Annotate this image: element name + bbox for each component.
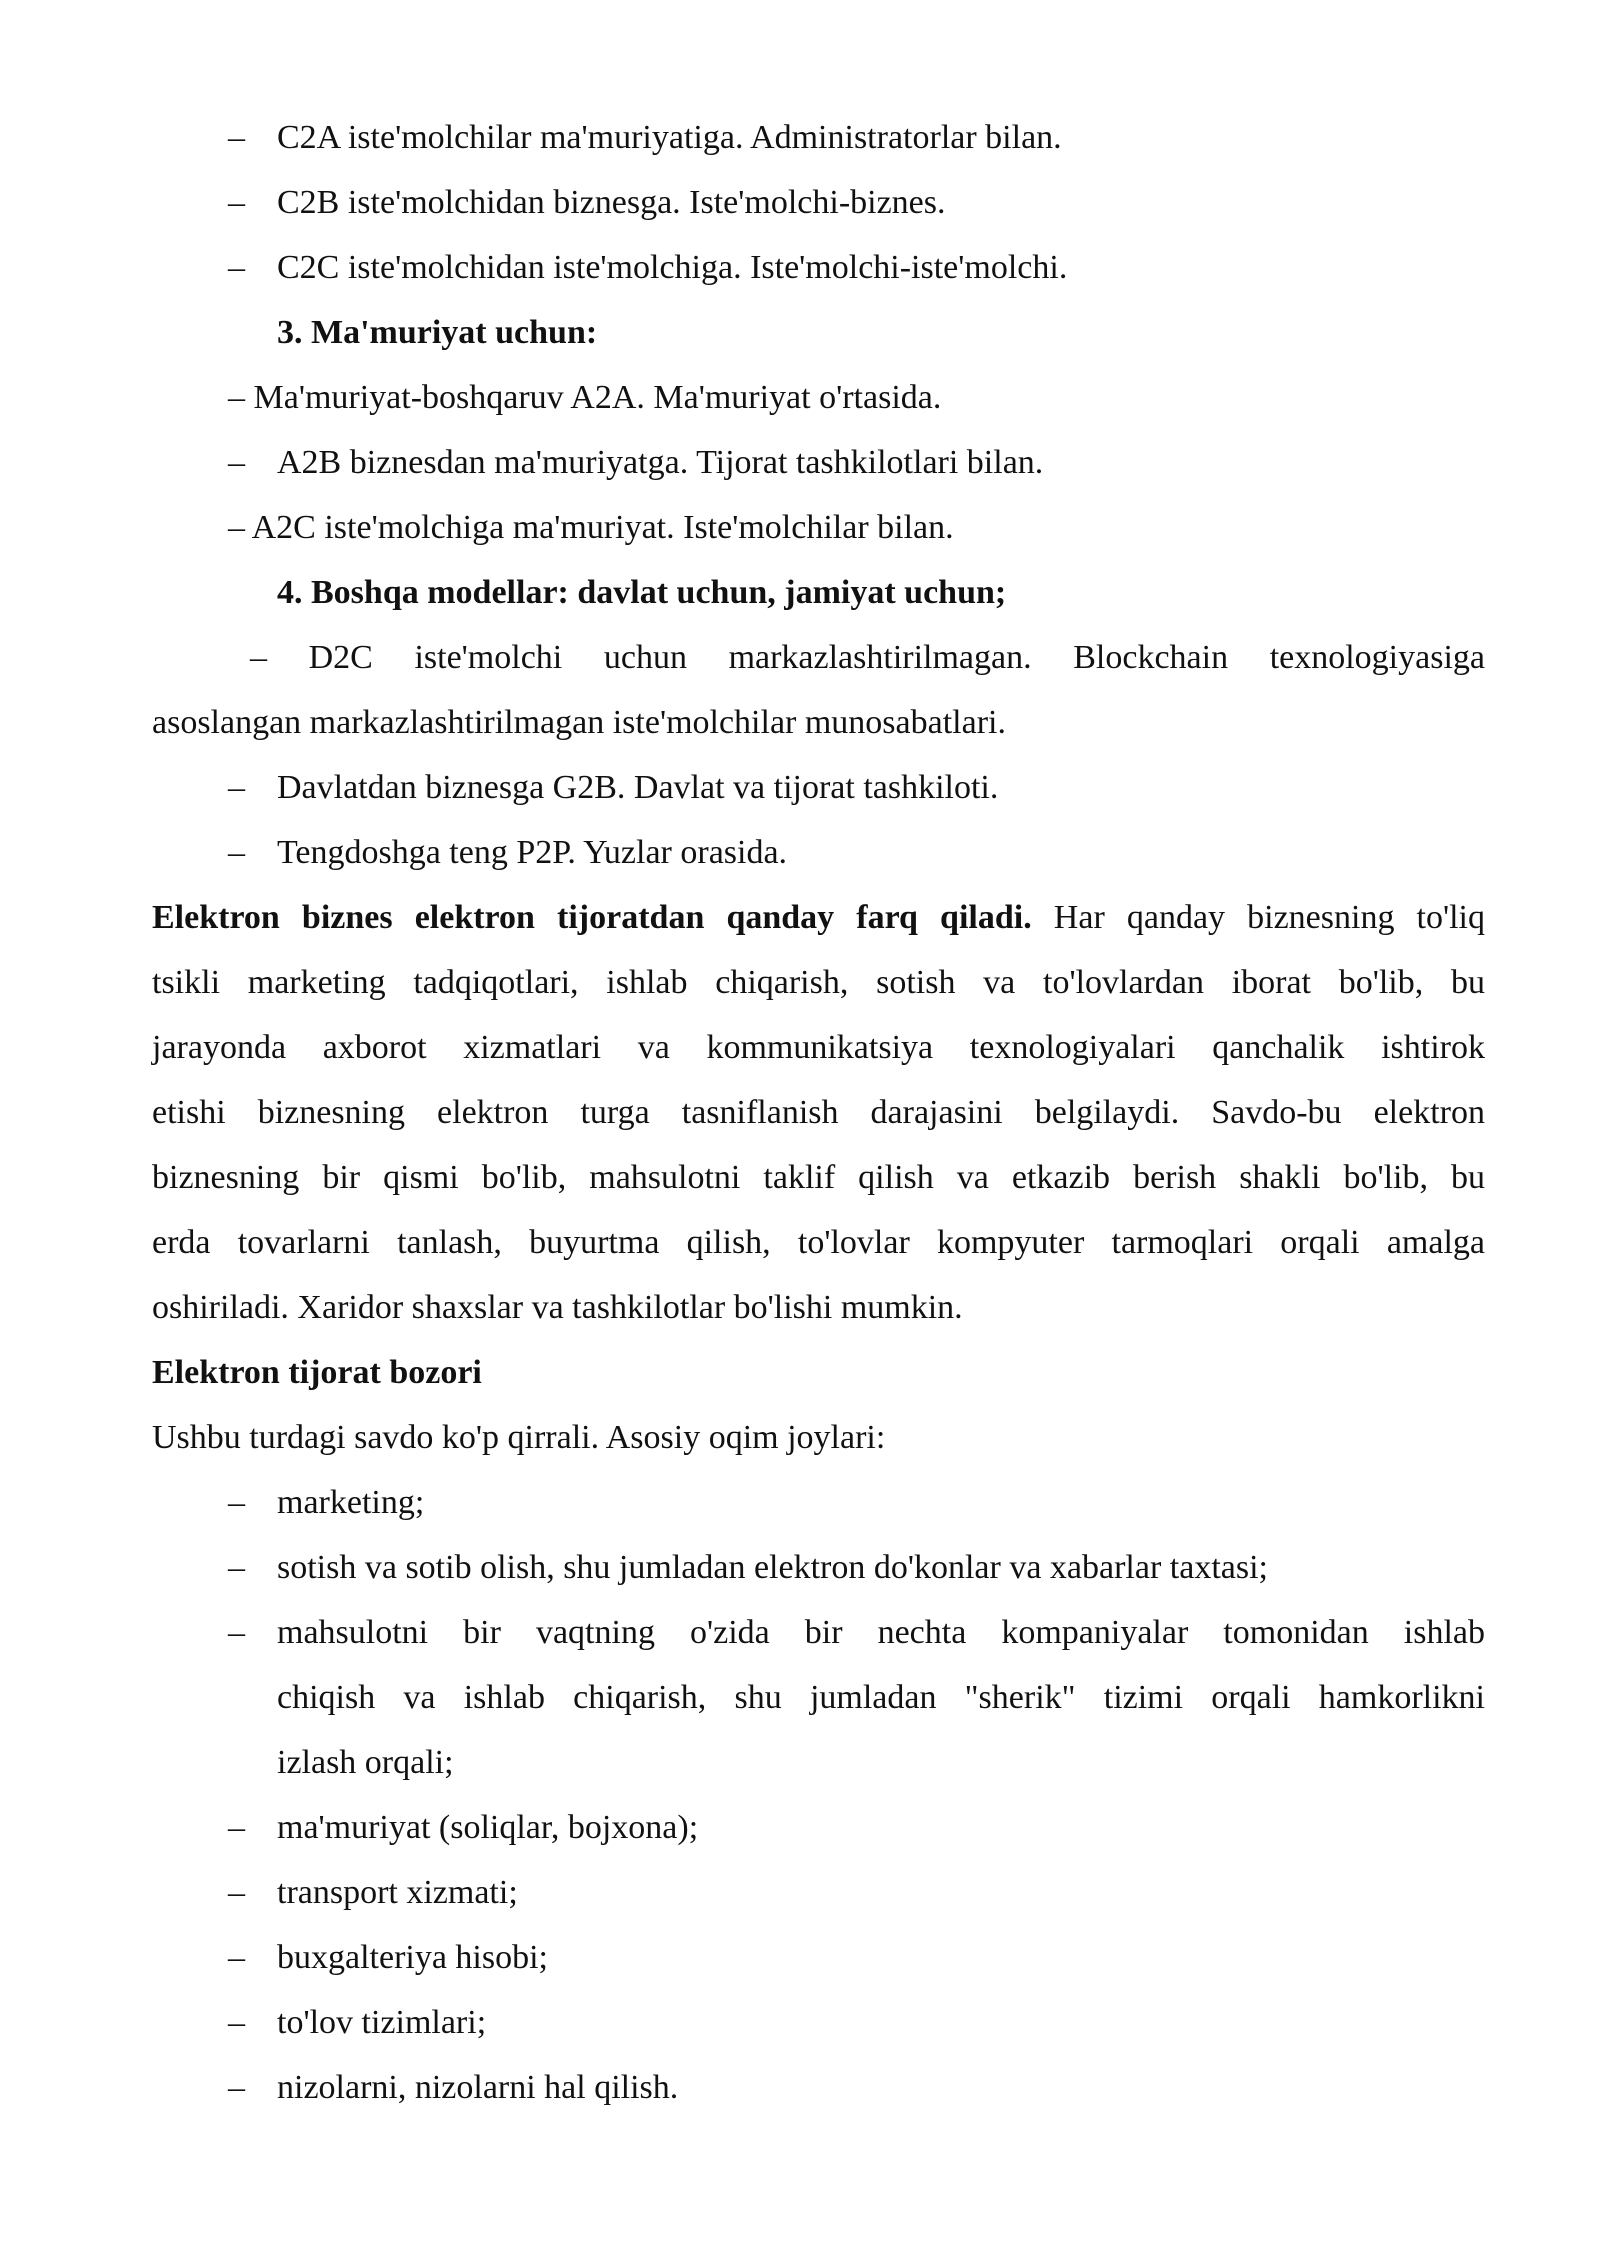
dash-bullet: – bbox=[228, 1484, 245, 1521]
paragraph-line: jarayonda axborot xizmatlari va kommunikatsiya texnologiyalari qanchalik ishtirok bbox=[152, 1029, 1485, 1066]
dash-bullet: – bbox=[228, 2004, 245, 2041]
list-item-text: ma'muriyat (soliqlar, bojxona); bbox=[277, 1809, 699, 1846]
paragraph-line: tsikli marketing tadqiqotlari, ishlab chiqarish, sotish va to'lovlardan iborat bo'lib, bu bbox=[152, 964, 1485, 1001]
dash-bullet: – bbox=[228, 1939, 245, 1976]
list-item-text: Tengdoshga teng P2P. Yuzlar orasida. bbox=[277, 834, 788, 871]
dash-bullet: – bbox=[228, 834, 245, 871]
section-heading: 4. Boshqa modellar: davlat uchun, jamiyat uchun; bbox=[277, 574, 1007, 611]
dash-bullet: – bbox=[228, 119, 245, 156]
dash-bullet: – bbox=[228, 2069, 245, 2106]
list-item-text: Davlatdan biznesga G2B. Davlat va tijorat tashkiloti. bbox=[277, 769, 999, 806]
list-item-text: chiqish va ishlab chiqarish, shu jumladan "sherik" tizimi orqali hamkorlikni bbox=[277, 1679, 1485, 1716]
list-item-text: C2A iste'molchilar ma'muriyatiga. Administratorlar bilan. bbox=[277, 119, 1062, 156]
paragraph-text: Har qanday biznesning to'liq bbox=[1031, 899, 1486, 936]
list-item-text: – Ma'muriyat-boshqaruv A2A. Ma'muriyat o'rtasida. bbox=[228, 379, 942, 416]
section-heading: Elektron tijorat bozori bbox=[152, 1354, 482, 1391]
list-item-text: marketing; bbox=[277, 1484, 425, 1521]
paragraph-line: Ushbu turdagi savdo ko'p qirrali. Asosiy oqim joylari: bbox=[152, 1419, 886, 1456]
paragraph-line: oshiriladi. Xaridor shaxslar va tashkilotlar bo'lishi mumkin. bbox=[152, 1289, 963, 1326]
list-item-text: – A2C iste'molchiga ma'muriyat. Iste'molchilar bilan. bbox=[228, 509, 954, 546]
list-item-text: buxgalteriya hisobi; bbox=[277, 1939, 549, 1976]
list-item-text: nizolarni, nizolarni hal qilish. bbox=[277, 2069, 679, 2106]
dash-bullet: – bbox=[228, 1549, 245, 1586]
section-heading: 3. Ma'muriyat uchun: bbox=[277, 314, 598, 351]
list-item-continuation bbox=[0, 1668, 1600, 1728]
list-item-text: izlash orqali; bbox=[277, 1744, 454, 1781]
dash-bullet: – bbox=[228, 1809, 245, 1846]
paragraph-lead-bold: Elektron biznes elektron tijoratdan qanday farq qiladi. bbox=[152, 899, 1032, 936]
paragraph-line: biznesning bir qismi bo'lib, mahsulotni taklif qilish va etkazib berish shakli bo'lib, bu bbox=[152, 1159, 1485, 1196]
paragraph-line: etishi biznesning elektron turga tasniflanish darajasini belgilaydi. Savdo-bu elektron bbox=[152, 1094, 1485, 1131]
paragraph-line: erda tovarlarni tanlash, buyurtma qilish, to'lovlar kompyuter tarmoqlari orqali amalga bbox=[152, 1224, 1485, 1261]
list-item-text: C2B iste'molchidan biznesga. Iste'molchi-biznes. bbox=[277, 184, 946, 221]
list-item-text: to'lov tizimlari; bbox=[277, 2004, 487, 2041]
list-item-text: C2C iste'molchidan iste'molchiga. Iste'molchi-iste'molchi. bbox=[277, 249, 1068, 286]
dash-bullet: – bbox=[228, 1614, 245, 1651]
dash-bullet: – bbox=[228, 249, 245, 286]
paragraph-line: – D2C iste'molchi uchun markazlashtirilmagan. Blockchain texnologiyasiga bbox=[250, 639, 1485, 676]
list-item bbox=[0, 1603, 1600, 1663]
dash-bullet: – bbox=[228, 1874, 245, 1911]
list-item-text: mahsulotni bir vaqtning o'zida bir nechta kompaniyalar tomonidan ishlab bbox=[277, 1614, 1485, 1651]
dash-bullet: – bbox=[228, 769, 245, 806]
dash-bullet: – bbox=[228, 444, 245, 481]
list-item-text: transport xizmati; bbox=[277, 1874, 518, 1911]
list-item-text: A2B biznesdan ma'muriyatga. Tijorat tashkilotlari bilan. bbox=[277, 444, 1044, 481]
dash-bullet: – bbox=[228, 184, 245, 221]
list-item-text: sotish va sotib olish, shu jumladan elektron do'konlar va xabarlar taxtasi; bbox=[277, 1549, 1268, 1586]
paragraph-line: asoslangan markazlashtirilmagan iste'molchilar munosabatlari. bbox=[152, 704, 1006, 741]
paragraph-line bbox=[152, 888, 1485, 948]
